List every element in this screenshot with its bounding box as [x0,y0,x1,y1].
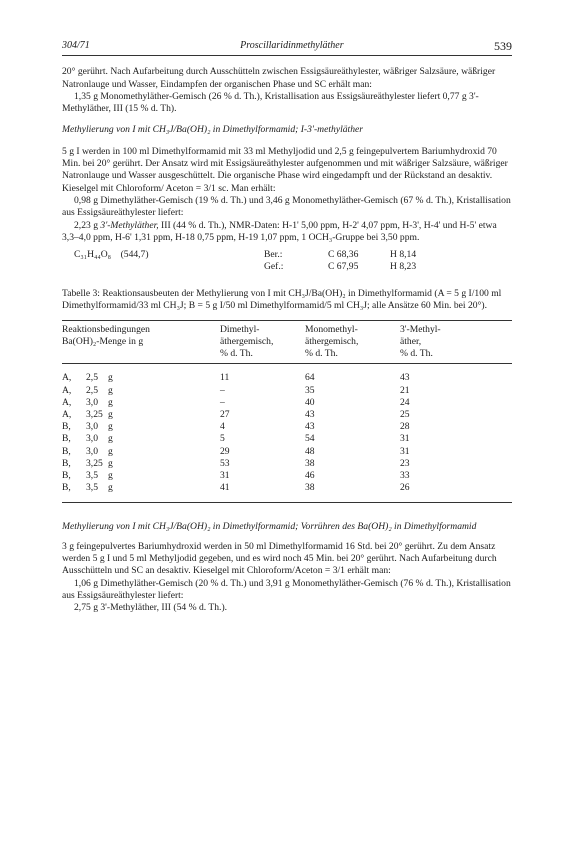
text-run: III (44 % d. Th.), NMR-Daten: H-1' 5,00 ppm, H-2' 4,07 ppm, H-3', H-4' und H-5' etwa 3,3–4,0 ppm, H-6' 1,31 ppm, H-18 0,75 ppm, H-19 1,07 ppm, 1 OCH₃-Gruppe bei 3,50 ppm. [62,219,497,243]
condition: B, [62,433,71,445]
condition-cell [62,433,220,445]
table-row [62,470,512,482]
baoh2-amount: 3,25 [86,408,103,420]
unit: g [108,396,113,408]
baoh2-amount: 2,5 [86,384,98,396]
header-line: % d. Th. [220,348,253,360]
methylether-yield: 26 [400,482,410,494]
header-line: äthergemisch, [305,336,359,348]
unit: g [108,408,113,420]
table-row [62,372,512,384]
unit: g [108,482,113,494]
methylether-yield: 33 [400,469,410,481]
header-title: Proscillaridinmethyläther [240,40,344,51]
paragraph: 5 g I werden in 100 ml Dimethylformamid mit 33 ml Methyljodid und 2,5 g feingepulvertem Bariumhydroxid 70 Min. bei 20° gerührt. Der Ansatz wird mit Essigsäureäthylester aufgenommen und mit wäßriger Salzsäure, wäßriger Natronlauge und Wasser ausgeschüttelt. Die organische Phase wird eingedampft und der Rückstand an desaktiv. Kieselgel mit Chloroform/ Aceton = 3/1 sc. Man erhält: [62,145,508,194]
column-header [305,321,400,364]
analysis-label: Ber.: [264,249,283,261]
baoh2-amount: 3,25 [86,457,103,469]
monomethyl-yield: 43 [305,421,315,433]
table-row [62,433,512,445]
unit: g [108,457,113,469]
text-run: 2,23 g [74,219,101,231]
dimethyl-yield: 31 [220,469,230,481]
dimethyl-yield: 5 [220,433,225,445]
methylether-yield: 24 [400,396,410,408]
analysis-values [264,249,416,274]
dimethyl-yield: – [220,396,225,408]
monomethyl-yield: 35 [305,384,315,396]
condition-cell [62,482,220,494]
unit: g [108,445,113,457]
table-row [62,482,512,494]
condition: B, [62,469,71,481]
header-line: % d. Th. [400,348,433,360]
unit: g [108,469,113,481]
baoh2-amount: 3,0 [86,433,98,445]
condition-cell [62,458,220,470]
table-row [62,446,512,458]
unit: g [108,372,113,384]
unit: g [108,433,113,445]
section-heading: Methylierung von I mit CH₃J/Ba(OH)₂ in Dimethylformamid; I-3'-methyläther [62,124,363,136]
page [62,40,512,614]
dimethyl-yield: 29 [220,445,230,457]
monomethyl-yield: 48 [305,445,315,457]
table-row [62,385,512,397]
condition: B, [62,445,71,457]
dimethyl-yield: 27 [220,408,230,420]
baoh2-amount: 3,5 [86,482,98,494]
paragraph [62,220,512,245]
header-line: äthergemisch, [220,336,274,348]
analysis-label: Gef.: [264,261,284,273]
column-header [220,321,305,364]
table-row [62,458,512,470]
paragraph: 20° gerührt. Nach Aufarbeitung durch Ausschütteln zwischen Essigsäureäthylester, wäßriger Salzsäure, wäßriger Natronlauge und Wasser, Eindampfen der organischen Phase und SC erhält man: [62,66,496,90]
paragraph: 1,06 g Dimethyläther-Gemisch (20 % d. Th.) und 3,91 g Monomethyläther-Gemisch (76 % d. Th.), Kristallisation aus Essigsäureäthylester liefert: [62,577,511,601]
condition: A, [62,408,72,420]
table-caption: Tabelle 3: Reaktionsausbeuten der Methylierung von I mit CH₃J/Ba(OH)₂ in Dimethylformamid (A = 5 g I/100 ml Dimethylformamid/33 ml CH₃J; B = 5 g I/50 ml Dimethylformamid/5 ml CH₃J; alle Ansätze 60 Min. bei 20°). [62,287,502,312]
page-number: 539 [493,39,512,53]
condition: A, [62,372,72,384]
condition-cell [62,446,220,458]
dimethyl-yield: 41 [220,482,230,494]
analysis-value: C 68,36 [328,249,359,261]
paragraph: 2,75 g 3'-Methyläther, III (54 % d. Th.). [74,602,228,614]
methylether-yield: 43 [400,372,410,384]
header-line: Dimethyl- [220,324,260,336]
paragraph: 3 g feingepulvertes Bariumhydroxid werden in 50 ml Dimethylformamid 16 Std. bei 20° gerührt. Zu dem Ansatz werden 5 g I und 5 ml Methyljodid gegeben, und es wird noch 45 Min. bei 20° gerührt. Nach Aufarbeitung durch Ausschütteln und SC an desaktiv. Kieselgel mit Chloroform/Aceton = 3/1 erhält man: [62,540,497,577]
dimethyl-yield: – [220,384,225,396]
methylether-yield: 25 [400,408,410,420]
column-header [62,321,220,364]
dimethyl-yield: 53 [220,457,230,469]
yield-table [62,320,512,503]
table-body [62,364,512,503]
condition-cell [62,385,220,397]
dimethyl-yield: 4 [220,421,225,433]
methylether-yield: 23 [400,457,410,469]
molecular-formula [62,249,264,274]
paragraph: 0,98 g Dimethyläther-Gemisch (19 % d. Th.) und 3,46 g Monomethyläther-Gemisch (67 % d. Th.), Kristallisation aus Essigsäureäthylester liefert: [62,194,511,219]
condition-cell [62,409,220,421]
baoh2-amount: 3,5 [86,469,98,481]
molecular-weight: (544,7) [120,249,149,261]
compound-name: 3'-Methyläther, [100,219,159,231]
monomethyl-yield: 38 [305,457,315,469]
condition-cell [62,372,220,384]
table-row [62,409,512,421]
condition: B, [62,457,71,469]
dimethyl-yield: 11 [220,372,230,384]
monomethyl-yield: 38 [305,482,315,494]
methylether-yield: 31 [400,445,410,457]
table-row [62,397,512,409]
monomethyl-yield: 43 [305,408,315,420]
formula: C₃₁H₄₄O₈ [74,249,111,261]
condition-cell [62,470,220,482]
baoh2-amount: 3,0 [86,396,98,408]
header-line: Reaktionsbedingungen [62,324,150,336]
monomethyl-yield: 64 [305,372,315,384]
methylether-yield: 31 [400,433,410,445]
header-line: Ba(OH)₂-Menge in g [62,336,144,348]
baoh2-amount: 3,0 [86,445,98,457]
section-heading: Methylierung von I mit CH₃J/Ba(OH)₂ in Dimethylformamid; Vorrühren des Ba(OH)₂ in Dimethylformamid [62,521,477,533]
column-header [400,321,512,364]
condition: B, [62,421,71,433]
condition: A, [62,396,72,408]
analysis-value: H 8,14 [390,249,417,261]
condition-cell [62,397,220,409]
baoh2-amount: 3,0 [86,421,98,433]
paragraph: 1,35 g Monomethyläther-Gemisch (26 % d. Th.), Kristallisation aus Essigsäureäthylester liefert 0,77 g 3'-Methyläther, III (15 % d. Th). [62,90,479,115]
unit: g [108,421,113,433]
header-line: % d. Th. [305,348,338,360]
unit: g [108,384,113,396]
monomethyl-yield: 40 [305,396,315,408]
elemental-analysis [62,249,512,274]
monomethyl-yield: 46 [305,469,315,481]
monomethyl-yield: 54 [305,433,315,445]
baoh2-amount: 2,5 [86,372,98,384]
methylether-yield: 28 [400,421,410,433]
header-line: äther, [400,336,422,348]
header-line: 3'-Methyl- [400,324,441,336]
condition-cell [62,421,220,433]
running-header [62,40,512,52]
header-issue: 304/71 [62,40,90,51]
methylether-yield: 21 [400,384,410,396]
condition: A, [62,384,72,396]
analysis-value: H 8,23 [390,261,417,273]
condition: B, [62,482,71,494]
table-row [62,421,512,433]
analysis-value: C 67,95 [328,261,359,273]
header-line: Monomethyl- [305,324,358,336]
